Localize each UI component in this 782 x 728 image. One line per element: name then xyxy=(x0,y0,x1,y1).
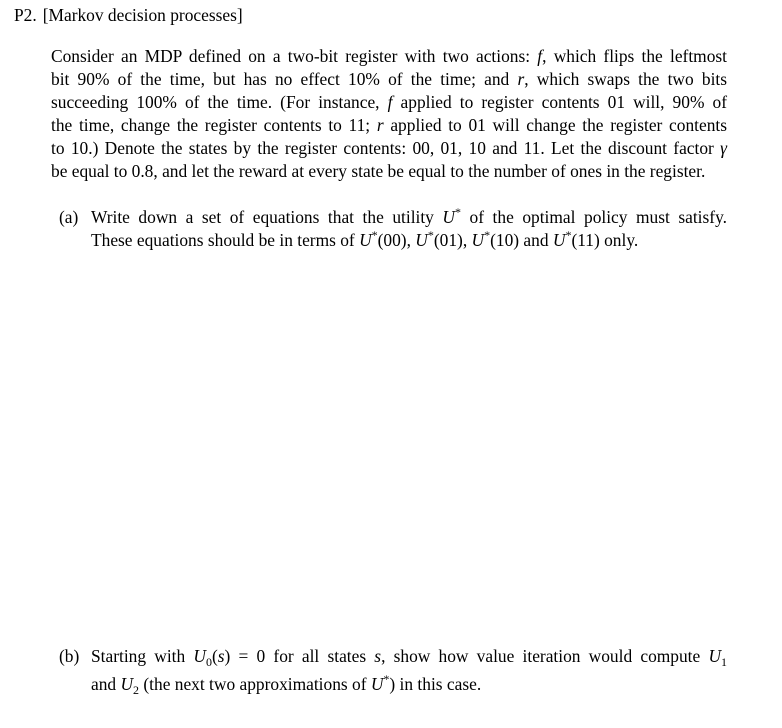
part-b-line xyxy=(59,645,727,668)
problem-number: P2. xyxy=(14,5,37,25)
problem-statement xyxy=(51,45,727,184)
problem-header xyxy=(14,4,243,26)
statement-line: succeeding 100% of the time. (For instance, f applied to register contents 01 will, 90% of xyxy=(51,92,727,113)
statement-line: to 10.) Denote the states by the register contents: 00, 01, 10 and 11. Let the discount factor γ xyxy=(51,138,727,159)
part-a xyxy=(59,201,727,251)
part-b-label: (b) xyxy=(59,646,80,666)
part-a-label: (a) xyxy=(59,207,79,227)
part-a-line: These equations should be in terms of U*(00), U*(01), U*(10) and U*(11) only. xyxy=(91,228,639,251)
statement-line: Consider an MDP defined on a two-bit register with two actions: f, which flips the leftmost xyxy=(51,46,727,66)
statement-line: bit 90% of the time, but has no effect 10% of the time; and r, which swaps the two bits xyxy=(51,69,727,90)
part-a-text: Write down a set of equations that the utility U* of the optimal policy must satisfy. xyxy=(91,205,727,227)
statement-line: be equal to 0.8, and let the reward at every state be equal to the number of ones in the register. xyxy=(51,161,706,182)
statement-line: the time, change the register contents to 11; r applied to 01 will change the register contents xyxy=(51,115,728,136)
part-b-line: and $U_2$ (the next two approximations of U*) in this case. xyxy=(91,672,482,698)
problem-title: [Markov decision processes] xyxy=(42,5,243,25)
part-b-text: Starting with $U_0(s) = 0$ for all states s, show how value iteration would compute $U_1$ xyxy=(91,646,727,669)
part-b xyxy=(59,645,727,698)
part-a-line xyxy=(59,201,727,227)
